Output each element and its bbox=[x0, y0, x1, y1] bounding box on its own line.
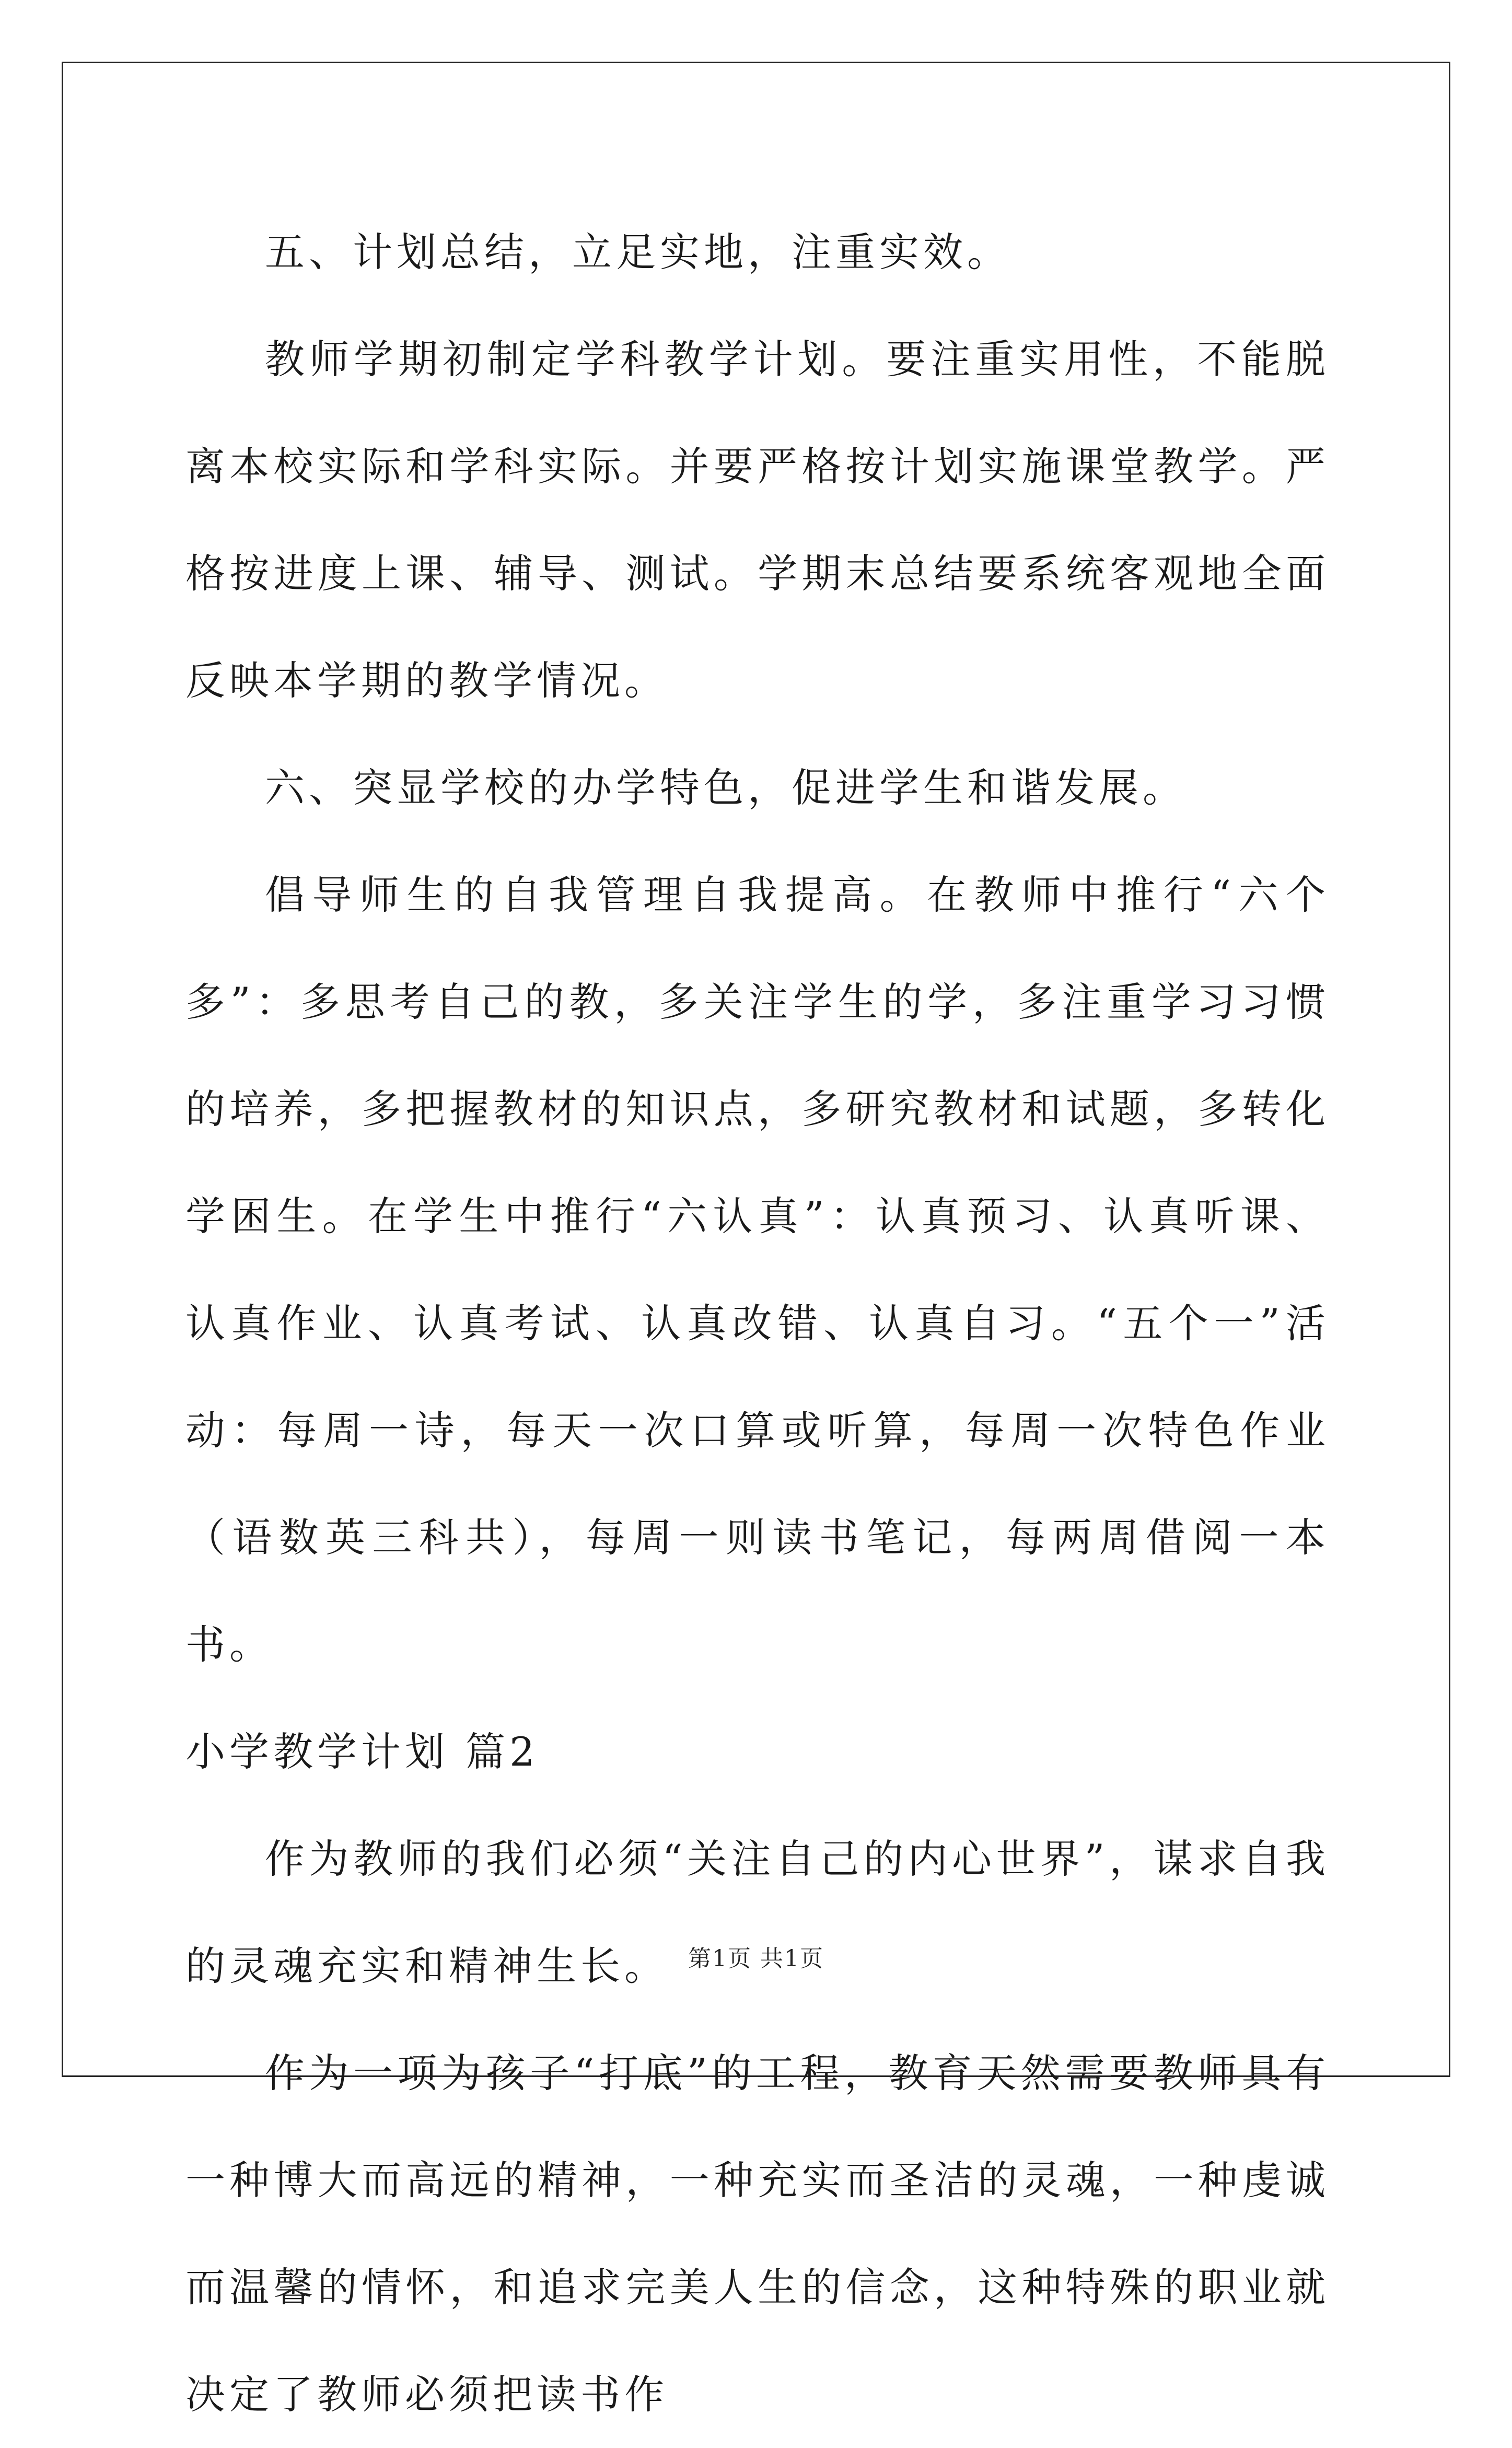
paragraph: 教师学期初制定学科教学计划。要注重实用性，不能脱离本校实际和学科实际。并要严格按计划实施课堂教学。严格按进度上课、辅导、测试。学期末总结要系统客观地全面反映本学期的教学情况。 bbox=[185, 336, 1330, 704]
paragraph: 作为一项为孩子“打底”的工程，教育天然需要教师具有一种博大而高远的精神，一种充实而圣洁的灵魂，一种虔诚而温馨的情怀，和追求完美人生的信念，这种特殊的职业就决定了教师必须把读书作 bbox=[185, 2050, 1330, 2418]
paragraph: 六、突显学校的办学特色，促进学生和谐发展。 bbox=[265, 764, 1187, 811]
paragraph: 倡导师生的自我管理自我提高。在教师中推行“六个多”：多思考自己的教，多关注学生的学，多注重学习习惯的培养，多把握教材的知识点，多研究教材和试题，多转化学困生。在学生中推行“六认真”：认真预习、认真听课、认真作业、认真考试、认真改错、认真自习。“五个一”活动：每周一诗，每天一次口算或听算，每周一次特色作业（语数英三科共），每周一则读书笔记，每两周借阅一本书。 bbox=[185, 872, 1330, 1668]
paragraph: 作为教师的我们必须“关注自己的内心世界”，谋求自我的灵魂充实和精神生长。 bbox=[185, 1836, 1330, 1989]
document-body bbox=[185, 199, 1330, 2448]
page-number-footer: 第1页 共1页 bbox=[688, 1945, 824, 1972]
paragraph: 五、计划总结，立足实地，注重实效。 bbox=[265, 229, 1011, 275]
section-heading: 小学教学计划 篇2 bbox=[185, 1728, 539, 1775]
